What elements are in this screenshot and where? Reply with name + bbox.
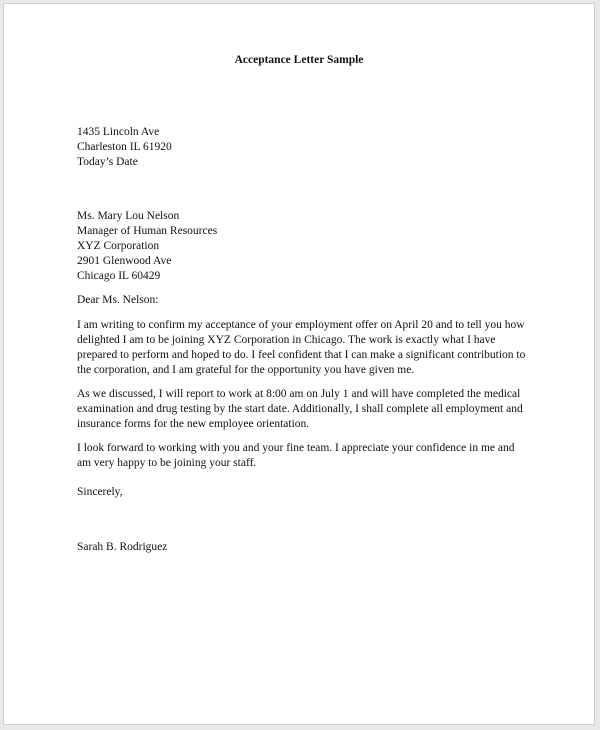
paragraph-line: examination and drug testing by the start date. Additionally, I shall complete all employment and (77, 403, 523, 415)
letter-page (3, 3, 595, 725)
signature-name: Sarah B. Rodriguez (77, 541, 168, 553)
paragraph-line: I am writing to confirm my acceptance of your employment offer on April 20 and to tell you how (77, 319, 525, 331)
paragraph-line: I look forward to working with you and your fine team. I appreciate your confidence in me and (77, 442, 515, 454)
paragraph-confirmation (77, 318, 552, 378)
paragraph-line: prepared to perform and hoped to do. I feel confident that I can make a significant contribution to (77, 349, 526, 361)
paragraph-line: am very happy to be joining your staff. (77, 457, 257, 469)
paragraph-line: insurance forms for the new employee orientation. (77, 418, 310, 430)
letter-date: Today’s Date (77, 156, 138, 168)
sender-street: 1435 Lincoln Ave (77, 126, 160, 138)
complimentary-close: Sincerely, (77, 486, 123, 498)
sender-city: Charleston IL 61920 (77, 141, 172, 153)
recipient-company: XYZ Corporation (77, 240, 160, 252)
salutation: Dear Ms. Nelson: (77, 294, 159, 306)
recipient-name: Ms. Mary Lou Nelson (77, 210, 180, 222)
paragraph-line: As we discussed, I will report to work at 8:00 am on July 1 and will have completed the medical (77, 388, 521, 400)
recipient-city: Chicago IL 60429 (77, 270, 161, 282)
recipient-title: Manager of Human Resources (77, 225, 218, 237)
paragraph-line: the corporation, and I am grateful for the opportunity you have given me. (77, 364, 415, 376)
letter-title: Acceptance Letter Sample (234, 54, 364, 66)
recipient-street: 2901 Glenwood Ave (77, 255, 172, 267)
paragraph-line: delighted I am to be joining XYZ Corporation in Chicago. The work is exactly what I have (77, 334, 496, 346)
paragraph-start-details (77, 387, 552, 432)
sender-address (77, 125, 172, 170)
paragraph-closing-remarks (77, 441, 552, 471)
recipient-address (77, 209, 217, 284)
